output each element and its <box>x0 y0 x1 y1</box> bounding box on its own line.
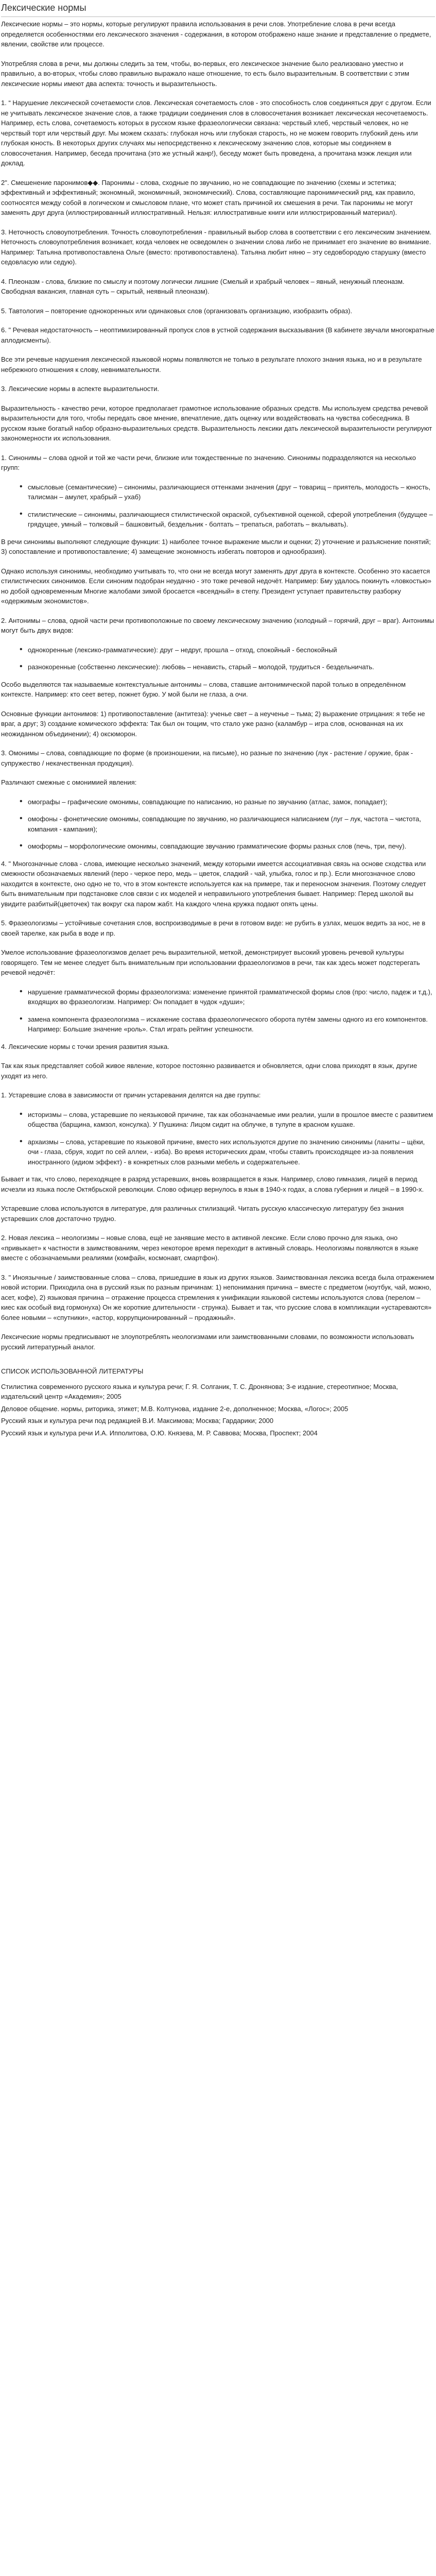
paragraph: 3. Омонимы – слова, совпадающие по форме (в произношении, на письме), но разные по значению (лук - растение / оружие, брак - супружество / некачественная продукция). <box>1 749 413 767</box>
list-item: • нарушение грамматической формы фразеологизма: изменение принятой грамматической формы слов (про: число, падеж и т.д.), входящих во фразеологизм. Например: Он попадает в чудок «души»; <box>28 987 435 1007</box>
paragraph: Лексические нормы предписывают не злоупотреблять неологизмами или заимствованными словами, по возможности использовать русский литературный аналог. <box>1 1333 414 1351</box>
paragraph: 4. Лексические нормы с точки зрения развития языка. <box>1 1042 169 1050</box>
bullet-list <box>1 1110 435 1167</box>
list-item: • замена компонента фразеологизма – искажение состава фразеологического оборота путём замены одного из его компонентов. Например: Большие значение «роль». Стал играть рейтинг успешности. <box>28 1014 435 1035</box>
paragraph: 2. Антонимы – слова, одной части речи противоположные по своему лексическому значению (холодный – горячий, друг – враг). Антонимы могут быть двух видов: <box>1 616 434 634</box>
references-heading: СПИСОК ИСПОЛЬЗОВАННОЙ ЛИТЕРАТУРЫ <box>1 1367 144 1375</box>
list-item: • омографы – графические омонимы, совпадающие по написанию, но разные по звучанию (атлас, замок, попадает); <box>28 797 435 807</box>
paragraph: Лексические нормы – это нормы, которые регулируют правила использования в речи слов. Употребление слова в речи всегда определяется особенностями его лексического значения - содержания, в котором отображено наше знание и представление о предмете, явлении, свойстве или процессе. <box>1 20 431 48</box>
paragraph: 1. Устаревшие слова в зависимости от причин устаревания делятся на две группы: <box>1 1091 261 1099</box>
bullet-list <box>1 797 435 852</box>
bullet-list <box>1 482 435 530</box>
paragraph: 4. " Многозначные слова - слова, имеющие несколько значений, между которыми имеется ассоциативная связь на основе сходства или смежности обозначаемых явлений (перо - черкое перо, медь – цветок, сладкий - чай, улыбка, голос и пр.). Если многозначное слово находится в контексте, оно одно не то, что в этом контексте используется как на примере, так и переносном значения. Поэтому следует быть внимательным при подстановке слов связи с их моделей и неправильного употребления бывает. Например: Перед школой вы увидите разбитый(цветочек) так вокруг ска паром жабт. На каждого члена кружка подают опять цены. <box>1 859 426 908</box>
references-list <box>1 1382 435 1438</box>
paragraph: Различают смежные с омонимией явления: <box>1 778 137 786</box>
paragraph: 2". Смешенение паронимов◆◆. Паронимы - слова, сходные по звучанию, но не совпадающие по значению (схемы и эстетика; эффективный и эффективный; экономный, экономичный, экономический). Слова, составляющие паронимический ряд, как правило, соотносятся между собой в логическом и смысловом плане, что может стать причиной их смешения в речи. Так паронимы не могут заменять друг друга (иллюстрированный иллюстративный. Нельзя: иллюстративные книги или иллюстрированный материал). <box>1 178 415 216</box>
list-item: • архаизмы – слова, устаревшие по языковой причине, вместо них используются другие по значению синонимы (ланиты – щёки, очи - глаза, сбруя, ходит по сей аллеи, - изба). Во время исторических драм, чтобы ставить происходящее из-за появления иностранного (идиом эффект) - в конкретных слов разными мебель и содержательнее. <box>28 1137 435 1167</box>
list-item: • стилистические – синонимы, различающиеся стилистической окраской, субъективной оценкой, сферой употребления (будущее – грядущее, умный – толковый – башковитый, бездельник - болтать – трепаться, работать – вкалывать). <box>28 510 435 530</box>
reference-item: Стилистика современного русского языка и культура речи; Г. Я. Солганик, Т. С. Дронянова; 3-е издание, стереотипное; Москва, издательский центр «Академия»; 2005 <box>1 1382 398 1400</box>
paragraph: 6. " Речевая недостаточность – неоптимизированный пропуск слов в устной содержания высказывания (В кабинете звучали многократные аплодисменты). <box>1 326 434 344</box>
paragraph: Употребляя слова в речи, мы должны следить за тем, чтобы, во-первых, его лексическое значение было реализовано уместно и правильно, а во-вторых, чтобы слово правильно выражало наше отношение, то есть было выразительным. В соответствии с этим лексические нормы имеют два аспекта: точность и выразительность. <box>1 59 409 88</box>
paragraph: Умелое использование фразеологизмов делает речь выразительной, меткой, демонстрирует высокий уровень речевой культуры говорящего. Тем не менее следует быть внимательным при использовании фразеологизмов в речи, так как здесь может подстерегать речевой недочёт: <box>1 948 420 976</box>
paragraph: Однако используя синонимы, необходимо учитывать то, что они не всегда могут заменять друг друга в контексте. Особенно это касается стилистических синонимов. Если синоним подобран неудачно - это тоже речевой недочёт. Например: Бму удалось покинуть «ловкостью» но добой одновременным Многие жалобами зимой бросается «всеядный» в степу. Президент уступает правительству разборку «одержимым экономистов». <box>1 567 432 605</box>
paragraph: 3. " Иноязычные / заимствованные слова – слова, пришедшие в язык из других языков. Заимствованная лексика всегда была отражением новой истории. Приходила она в русский язык по разным причинам: 1) непонимания причина – вместе с предметом (ноутбук, чай, можно, асет, кофе), 2) языковая причина – отражение процесса стремления к унификации языковой системы используются слова (перелом – киес как особый вид гормонуха) Он же короткие длительности - струнка). Бывает и так, что русские слова в компликации «устареваются» более новыми – «спутники», «астор, коррупционированный – продажный». <box>1 1273 434 1321</box>
reference-item: Русский язык и культура речи И.А. Ипполитова, О.Ю. Князева, М. Р. Саввова; Москва, Проспект; 2004 <box>1 1429 318 1437</box>
paragraph: Так как язык представляет собой живое явление, которое постоянно развивается и обновляется, одни слова приходят в язык, другие уходят из него. <box>1 1062 417 1080</box>
paragraph: 5. Тавтология – повторение однокоренных или одинаковых слов (организовать организацию, изобразить образ). <box>1 307 353 315</box>
list-item: • смысловые (семантические) – синонимы, различающиеся оттенками значения (друг – товарищ – приятель, молодость – юность, талисман – амулет, храбрый – ухаб) <box>28 482 435 502</box>
paragraph: Бывает и так, что слово, переходящее в разряд устаревших, вновь возвращается в язык. Например, слово гимназия, лицей в период исчезли из языка после Октябрьской революции. Слово офицер вернулось в язык в 1940-х годах, а слова губерния и лицей – в 1990-х. <box>1 1175 424 1193</box>
paragraph: 1. “ Нарушение лексической сочетаемости слов. Лексическая сочетаемость слов - это способность слов соединяться друг с другом. Если не учитывать лексическое значение слов, а также традиции соединения слов в словосочетания возникает лексическая несочетаемость. Например, есть слова, сочетаемость которых в русском языке фразеологически связана: черствый хлеб, черствый человек, но не черствый торт или черствый друг. Мы можем сказать: глубокая ночь или глубокая старость, но не можем говорить глубокий день или глубокая юность. В некоторых других случаях мы непосредственно к лексическому значению слов, которые мы соединяем в словосочетания. Например, беседа прочитана (это же устный жанр!), беседу может быть проведена, а прочитана мэжж лекция или доклад. <box>1 99 431 167</box>
document-body <box>1 19 435 1352</box>
bullet-list <box>1 645 435 672</box>
page-title: Лексические нормы <box>1 1 435 17</box>
paragraph: 5. Фразеологизмы – устойчивые сочетания слов, воспроизводимые в речи в готовом виде: не рубить в узлах, мешок ведить за нос, не в своей тарелке, как рыба в воде и пр. <box>1 919 426 937</box>
paragraph: Устаревшие слова используются в литературе, для различных стилизаций. Читать русскую классическую литературу без знания устаревших слов достаточно трудно. <box>1 1205 404 1223</box>
paragraph: 3. Лексические нормы в аспекте выразительности. <box>1 385 160 393</box>
list-item: • однокоренные (лексико-грамматические): друг – недруг, прошла – отход, спокойный - беспокойный <box>28 645 435 655</box>
paragraph: Выразительность - качество речи, которое предполагает грамотное использование образных средств. Мы используем средства речевой выразительности для того, чтобы передать свое мнение, впечатление, дать оценку или воздействовать на чувства собеседника. В русском языке богатый набор образно-выразительных средств. Выразительность лексики дать лексической выразительности регулируют закономерности их использования. <box>1 404 432 442</box>
paragraph: 4. Плеоназм - слова, близкие по смыслу и поэтому логически лишние (Смелый и храбрый человек – явный, ненужный плеоназм. Свободная вакансия, главная суть – скрытый, неявный плеоназм). <box>1 277 405 295</box>
paragraph: 1. Синонимы – слова одной и той же части речи, близкие или тождественные по значению. Синонимы подразделяются на несколько групп: <box>1 453 416 471</box>
reference-item: Русский язык и культура речи под редакцией В.И. Максимова; Москва; Гардарики; 2000 <box>1 1417 274 1425</box>
list-item: • омофоны - фонетические омонимы, совпадающие по звучанию, но различающиеся написанием (луг – лук, частота – чистота, компания - кампания); <box>28 814 435 834</box>
paragraph: Особо выделяются так называемые контекстуальные антонимы – слова, ставшие антонимической парой только в определённом контексте. Например: кто сеет ветер, пожнет бурю. У мой были не глаза, а очи. <box>1 680 406 698</box>
bullet-list <box>1 987 435 1035</box>
list-item: • разнокоренные (собственно лексические): любовь – ненависть, старый – молодой, трудиться - бездельничать. <box>28 662 435 672</box>
list-item: • историзмы – слова, устаревшие по неязыковой причине, так как обозначаемые ими реалии, ушли в прошлое вместе с развитием общества (барщина, камзол, консулка). У Пушкина: Лицом сидит на облучке, в тулупе в красном кушаке. <box>28 1110 435 1130</box>
references-section <box>1 1366 435 1438</box>
reference-item: Деловое общение. нормы, риторика, этикет; М.В. Колтунова, издание 2-е, дополненное; Москва, «Логос»; 2005 <box>1 1404 348 1413</box>
paragraph: 2. Новая лексика – неологизмы – новые слова, ещё не занявшие место в активной лексике. Если слово прочно для языка, оно «привыкает» к частности в заимствованиям, через некоторое время переходит в активный словарь. Неологизмы появляются в языке вместе с обозначаемыми реалиями (комфайн, космонавт, смартфон). <box>1 1234 418 1262</box>
paragraph: Все эти речевые нарушения лексической языковой нормы появляются не только в результате плохого знания языка, но и в результате небрежного отношения к слову, невнимательности. <box>1 355 422 374</box>
paragraph: В речи синонимы выполняют следующие функции: 1) наиболее точное выражение мысли и оценки; 2) уточнение и разъяснение понятий; 3) сопоставление и противопоставление; 4) замещение экономность избегать повторов и однообразия). <box>1 537 431 555</box>
list-item: • омоформы – морфологические омонимы, совпадающие звучанию грамматические формы разных слов (печь, три, печу). <box>28 841 435 852</box>
paragraph: 3. Неточность словоупотребления. Точность словоупотребления - правильный выбор слова в соответствии с его лексическим значением. Неточность словоупотребления возникает, когда человек не осведомлен о значении слова либо не принимает его значение во внимание. Например: Татьяна противопоставлена Ольге (вместо: противопоставлена). Татьяна любит няню – эту седовбородую старушку (вместо седовласую или седую). <box>1 228 432 266</box>
paragraph: Основные функции антонимов: 1) противопоставление (антитеза): ученье свет – а неученье – тьма; 2) выражение отрицания: я тебе не враг, а друг; 3) создание комического эффекта: Так был он тощим, что стало уже разно (каламбур – игра слов, основанная на их неожиданном объединении); 4) оксюморон. <box>1 709 425 738</box>
